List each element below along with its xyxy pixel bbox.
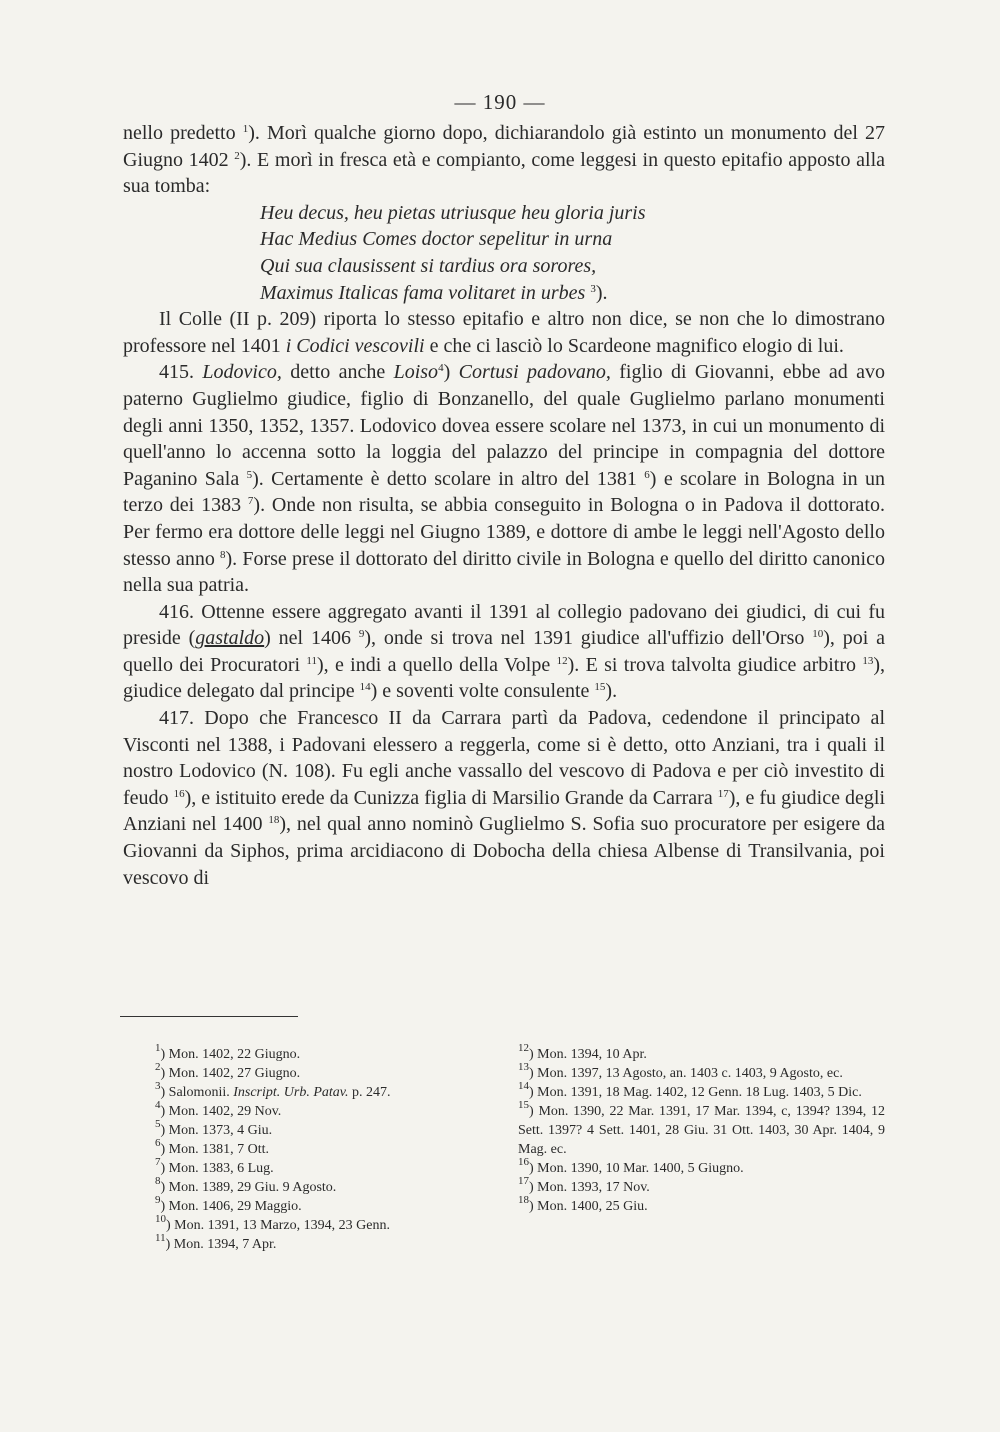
footnote: [155, 1080, 500, 1102]
paragraph-415: [123, 359, 885, 598]
footnote-ref[interactable]: 9: [358, 628, 365, 641]
footnote-number: 10: [155, 1213, 166, 1225]
footnote-text: ) Mon. 1397, 13 Agosto, an. 1403 c. 1403, 9 Agosto, ec.: [529, 1066, 843, 1081]
text-run: ) e scolare in Bologna in un terzo dei 1383: [123, 467, 885, 517]
footnote-ref[interactable]: 17: [717, 787, 729, 800]
footnote-number: 6: [155, 1137, 161, 1149]
footnote: [155, 1232, 500, 1254]
text-run: 416. Ottenne essere aggregato avanti il 1391 al collegio padovano dei giudici, di cui fu preside (: [123, 600, 885, 650]
footnote: [155, 1118, 500, 1140]
footnote-number: 13: [518, 1061, 529, 1073]
footnote-text: ) Salomonii.: [160, 1085, 234, 1100]
footnote-separator: [120, 1016, 298, 1017]
text-run: ). E si trova talvolta giudice arbitro: [567, 653, 863, 676]
footnote-ref[interactable]: 14: [359, 681, 371, 694]
footnote-number: 14: [518, 1080, 529, 1092]
italic-run: Loiso: [393, 361, 439, 384]
footnote-ref[interactable]: 13: [862, 654, 874, 667]
footnote-ref[interactable]: 4: [438, 362, 444, 375]
paragraph-2: [123, 306, 885, 359]
page-number: — 190 —: [454, 90, 546, 114]
footnote-number: 17: [518, 1175, 529, 1187]
footnote-number: 18: [518, 1194, 529, 1206]
text-run: ), nel qual anno nominò Guglielmo S. Sofia suo procuratore per esigere da Giovanni da Siphos, prima arcidiacono di Dobocha della chiesa Albense di Transilvania, poi vescovo di: [123, 813, 886, 889]
text-run: ). Certamente è detto scolare in altro del 1381: [252, 467, 645, 490]
footnote-ref[interactable]: 15: [594, 681, 606, 694]
footnote-number: 16: [518, 1156, 529, 1168]
footnote-ref[interactable]: 2: [234, 149, 240, 162]
text-run: ) e soventi volte consulente: [370, 680, 595, 703]
footnote: [518, 1156, 885, 1178]
text-run: ), e fu giudice degli Anziani nel 1400: [123, 786, 885, 836]
main-text: [123, 120, 885, 891]
footnote-number: 12: [518, 1042, 529, 1054]
text-run: ), e istituito erede da Cunizza figlia di Marsilio Grande da Carrara: [184, 786, 718, 809]
text-run: ) nel 1406: [264, 627, 359, 650]
italic-run: Cortusi padovano,: [458, 361, 611, 384]
footnote-ref[interactable]: 8: [220, 548, 226, 561]
footnote: [518, 1080, 885, 1102]
footnote-text: ) Mon. 1402, 22 Giugno.: [160, 1047, 301, 1062]
footnote: [155, 1213, 500, 1235]
text-run: ), e indi a quello della Volpe: [316, 653, 557, 676]
footnote-number: 2: [155, 1061, 161, 1073]
footnote-number: 11: [155, 1232, 166, 1244]
verse-line: Qui sua clausissent si tardius ora sorores,: [260, 254, 597, 277]
footnote-text: ) Mon. 1383, 6 Lug.: [160, 1161, 274, 1176]
text-run: Il Colle (II p. 209) riporta lo stesso epitafio e altro non dice, se non che lo dimostrano professore nel 1401: [123, 308, 885, 357]
footnote-ref[interactable]: 18: [268, 814, 280, 827]
text-run: ), onde si trova nel 1391 giudice all'uffizio dell'Orso: [364, 627, 813, 650]
footnote: [518, 1042, 885, 1064]
paragraph-1: [123, 120, 885, 200]
footnote: [155, 1099, 500, 1121]
footnote-ref[interactable]: 1: [242, 123, 249, 135]
verse-line: Hac Medius Comes doctor sepelitur in urna: [260, 228, 613, 251]
footnote-text: ) Mon. 1381, 7 Ott.: [160, 1142, 269, 1157]
footnote: [155, 1137, 500, 1159]
text-run: figlio di Giovanni, ebbe ad avo paterno Guglielmo giudice, figlio di Bonzanello, del quale Guglielmo parlano monumenti degli anni 1350, 1352, 1357. Lodovico dovea essere scolare nel 1373, in cui un monumento di quell'anno lo accenna sotto la loggia del palazzo del principe in compagnia del dottore Paganino Sala: [123, 361, 886, 490]
footnote-number: 4: [155, 1099, 161, 1111]
text-run: ). Morì qualche giorno dopo, dichiarandolo già estinto un monumento del 27 Giugno 1402: [123, 122, 885, 171]
footnote: [518, 1194, 885, 1216]
footnote-italic: Inscript. Urb. Patav.: [233, 1085, 349, 1100]
footnote-text: ) Mon. 1400, 25 Giu.: [529, 1199, 648, 1214]
footnote-number: 3: [155, 1080, 161, 1092]
footnote-ref[interactable]: 7: [247, 495, 254, 508]
footnote-text: ) Mon. 1393, 17 Nov.: [529, 1180, 650, 1195]
text-run: 417. Dopo che Francesco II da Carrara partì da Padova, cedendone il principato al Visconti nel 1388, i Padovani elessero a reggerla, come si è detto, otto Anziani, tra i quali il nostro Lodovico (N. 108). Fu egli anche vassallo del vescovo di Padova e per ciò investito di feudo: [123, 707, 885, 809]
epitaph-verse: [260, 200, 885, 306]
footnote-ref[interactable]: 12: [556, 654, 568, 667]
footnote-ref[interactable]: 16: [173, 787, 185, 800]
footnote-ref[interactable]: 10: [812, 628, 824, 641]
footnote-ref[interactable]: 5: [246, 468, 253, 481]
text-run: ), poi a quello dei Procuratori: [123, 627, 886, 676]
footnote-number: 5: [155, 1118, 161, 1130]
text-run: ).: [605, 680, 618, 703]
text-run: Maximus Italicas fama volitaret in urbes: [260, 281, 591, 304]
footnotes-left-column: [155, 1042, 500, 1254]
verse-line: Heu decus, heu pietas utriusque heu gloria juris: [260, 201, 646, 224]
text-run: ): [443, 361, 459, 384]
footnote-text: ) Mon. 1390, 10 Mar. 1400, 5 Giugno.: [529, 1161, 744, 1176]
paragraph-416: [123, 599, 885, 705]
footnote-text: ) Mon. 1391, 13 Marzo, 1394, 23 Genn.: [166, 1218, 390, 1233]
footnote: [518, 1175, 885, 1197]
footnote-ref[interactable]: 3: [590, 282, 596, 295]
italic-run: gastaldo: [195, 627, 265, 650]
text-run: ). E morì in fresca età e compianto, come leggesi in questo epitafio apposto alla sua tomba:: [123, 148, 885, 198]
footnote-text: ) Mon. 1394, 10 Apr.: [529, 1047, 647, 1062]
footnote-ref[interactable]: 6: [644, 468, 650, 481]
footnote-text: ) Mon. 1402, 29 Nov.: [160, 1104, 282, 1119]
text-run: nello predetto: [123, 122, 243, 144]
footnote-text: ) Mon. 1391, 18 Mag. 1402, 12 Genn. 18 Lug. 1403, 5 Dic.: [529, 1085, 862, 1100]
footnote: [155, 1194, 500, 1216]
footnote-number: 8: [155, 1175, 161, 1187]
footnote-text: ) Mon. 1402, 27 Giugno.: [160, 1066, 301, 1081]
text-run: e che ci lasciò lo Scardeone magnifico elogio di lui.: [424, 334, 844, 357]
italic-run: Lodovico,: [202, 361, 282, 384]
footnote-text: ) Mon. 1389, 29 Giu. 9 Agosto.: [160, 1180, 337, 1195]
footnote: [155, 1156, 500, 1178]
verse-line: [260, 280, 885, 307]
footnote: [518, 1099, 885, 1159]
text-run: ). Onde non risulta, se abbia conseguito in Bologna o in Padova il dottorato. Per fermo era dottore delle leggi nel Giugno 1389, e dottore di ambe le leggi nell'Agosto dello stesso anno: [123, 494, 885, 570]
footnote-number: 7: [155, 1156, 161, 1168]
text-run: ).: [595, 281, 608, 304]
footnote-number: 1: [155, 1042, 161, 1054]
text-run: 415.: [159, 361, 203, 384]
footnote-number: 9: [155, 1194, 161, 1206]
footnote: [155, 1042, 500, 1064]
footnote: [155, 1061, 500, 1083]
footnote-text: ) Mon. 1390, 22 Mar. 1391, 17 Mar. 1394, c, 1394? 1394, 12 Sett. 1397? 4 Sett. 1401, 28 Giu. 31 Ott. 1403, 30 Apr. 1404, 9 Mag. ec.: [518, 1104, 885, 1157]
footnote-ref[interactable]: 11: [306, 654, 317, 667]
footnote-text: p. 247.: [348, 1085, 391, 1100]
footnote: [518, 1061, 885, 1083]
text-run: ), giudice delegato dal principe: [123, 653, 885, 703]
italic-run: i Codici vescovili: [285, 334, 425, 357]
footnotes-right-column: [518, 1042, 885, 1216]
footnote-text: ) Mon. 1406, 29 Maggio.: [160, 1199, 302, 1214]
text-run: detto anche: [281, 361, 394, 384]
footnote: [155, 1175, 500, 1197]
footnote-text: ) Mon. 1373, 4 Giu.: [160, 1123, 273, 1138]
text-run: ). Forse prese il dottorato del diritto civile in Bologna e quello del diritto canonico nella sua patria.: [123, 547, 885, 597]
paragraph-417: [123, 705, 885, 891]
footnote-text: ) Mon. 1394, 7 Apr.: [165, 1237, 277, 1252]
footnote-number: 15: [518, 1099, 529, 1111]
